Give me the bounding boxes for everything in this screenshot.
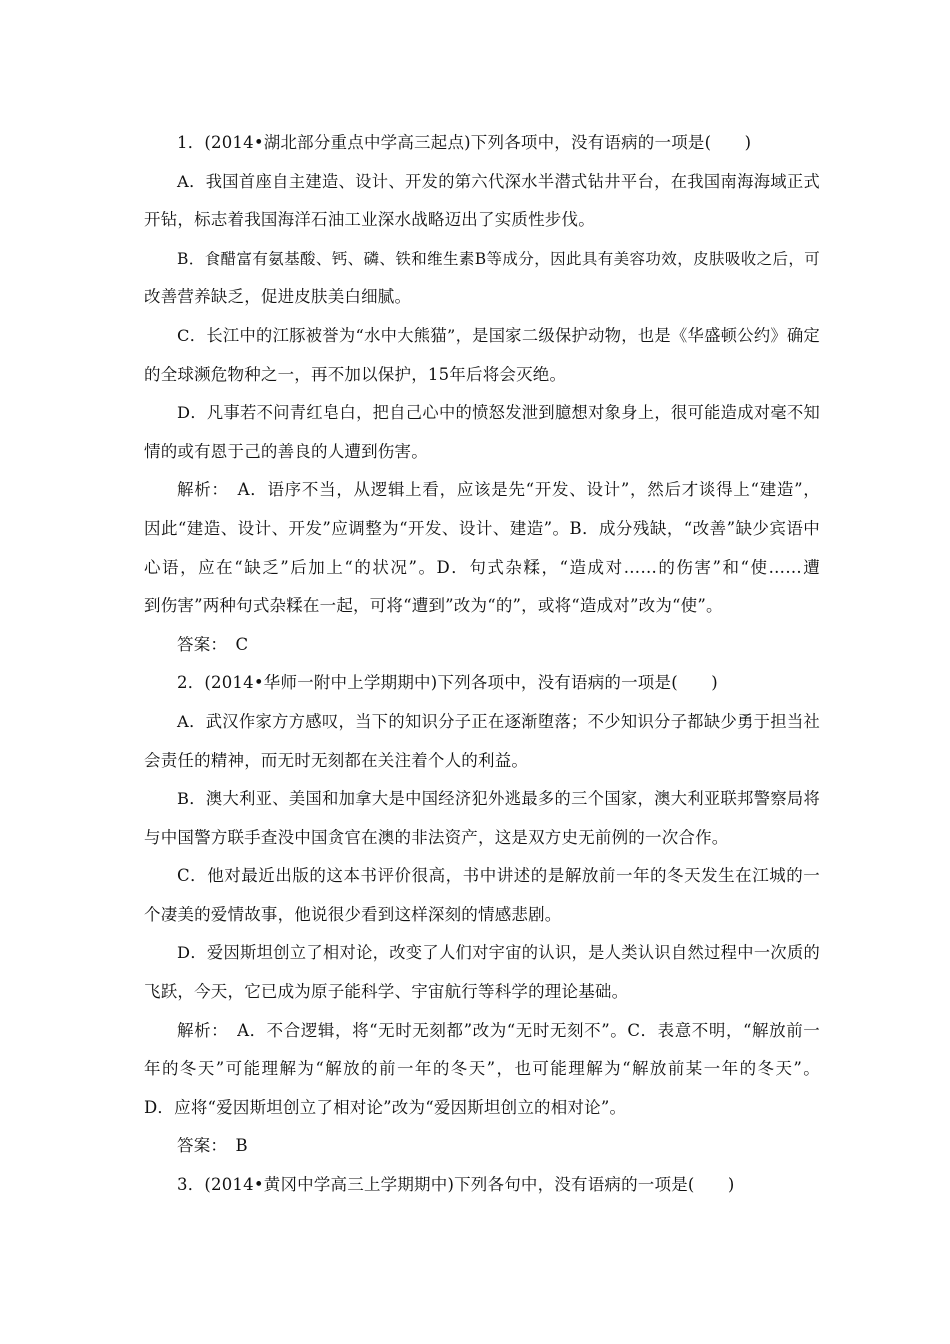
text-line: C．长江中的江豚被誉为“水中大熊猫”，是国家二级保护动物，也是《华盛顿公约》确定 <box>177 325 820 345</box>
text-line: 会责任的精神，而无时无刻都在关注着个人的利益。 <box>144 750 529 770</box>
text-line: B．澳大利亚、美国和加拿大是中国经济犯外逃最多的三个国家，澳大利亚联邦警察局将 <box>177 789 820 809</box>
text-line: 情的或有恩于己的善良的人遭到伤害。 <box>144 441 428 461</box>
text-line: 开钻，标志着我国海洋石油工业深水战略迈出了实质性步伐。 <box>144 210 595 230</box>
text-line: 2．(2014•华师一附中上学期期中)下列各项中，没有语病的一项是( ) <box>177 673 718 693</box>
text-line: D．凡事若不问青红皂白，把自己心中的愤怒发泄到臆想对象身上，很可能造成对毫不知 <box>177 403 820 423</box>
text-line: 与中国警方联手查没中国贪官在澳的非法资产，这是双方史无前例的一次合作。 <box>144 827 729 847</box>
text-line: 解析： A．不合逻辑，将“无时无刻都”改为“无时无刻不”。C．表意不明，“解放前一 <box>177 1020 820 1040</box>
text-line: A．我国首座自主建造、设计、开发的第六代深水半潜式钻井平台，在我国南海海域正式 <box>177 171 820 191</box>
text-line: 答案： B <box>177 1136 248 1156</box>
text-line: 到伤害”两种句式杂糅在一起，可将“遭到”改为“的”，或将“造成对”改为“使”。 <box>144 596 723 616</box>
text-line: 心语，应在“缺乏”后加上“的状况”。D．句式杂糅，“造成对……的伤害”和“使……遭 <box>144 557 820 577</box>
text-line: B．食醋富有氨基酸、钙、磷、铁和维生素B等成分，因此具有美容功效，皮肤吸收之后，可 <box>177 249 820 268</box>
text-line: 解析： A．语序不当，从逻辑上看，应该是先“开发、设计”，然后才谈得上“建造”， <box>177 480 820 500</box>
text-line: 1．(2014•湖北部分重点中学高三起点)下列各项中，没有语病的一项是( ) <box>177 133 752 152</box>
text-line: A．武汉作家方方感叹，当下的知识分子正在逐渐堕落；不少知识分子都缺少勇于担当社 <box>177 711 820 731</box>
text-line: 因此“建造、设计、开发”应调整为“开发、设计、建造”。B．成分残缺，“改善”缺少宾语中 <box>144 518 820 538</box>
text-line: D．爱因斯坦创立了相对论，改变了人们对宇宙的认识，是人类认识自然过程中一次质的 <box>177 943 820 963</box>
text-line: 飞跃，今天，它已成为原子能科学、宇宙航行等科学的理论基础。 <box>144 982 629 1002</box>
text-line: D．应将“爱因斯坦创立了相对论”改为“爱因斯坦创立的相对论”。 <box>144 1097 627 1117</box>
text-line: 改善营养缺乏，促进皮肤美白细腻。 <box>144 287 412 307</box>
text-line: 个凄美的爱情故事，他说很少看到这样深刻的情感悲剧。 <box>144 904 562 924</box>
document-body <box>144 124 820 1205</box>
text-line: 年的冬天”可能理解为“解放的前一年的冬天”，也可能理解为“解放前某一年的冬天”。 <box>144 1059 820 1079</box>
text-line: 的全球濒危物种之一，再不加以保护，15年后将会灭绝。 <box>144 364 567 384</box>
text-line: 答案： C <box>177 634 249 654</box>
text-line: 3．(2014•黄冈中学高三上学期期中)下列各句中，没有语病的一项是( ) <box>177 1175 735 1195</box>
text-line: C．他对最近出版的这本书评价很高，书中讲述的是解放前一年的冬天发生在江城的一 <box>177 866 820 886</box>
